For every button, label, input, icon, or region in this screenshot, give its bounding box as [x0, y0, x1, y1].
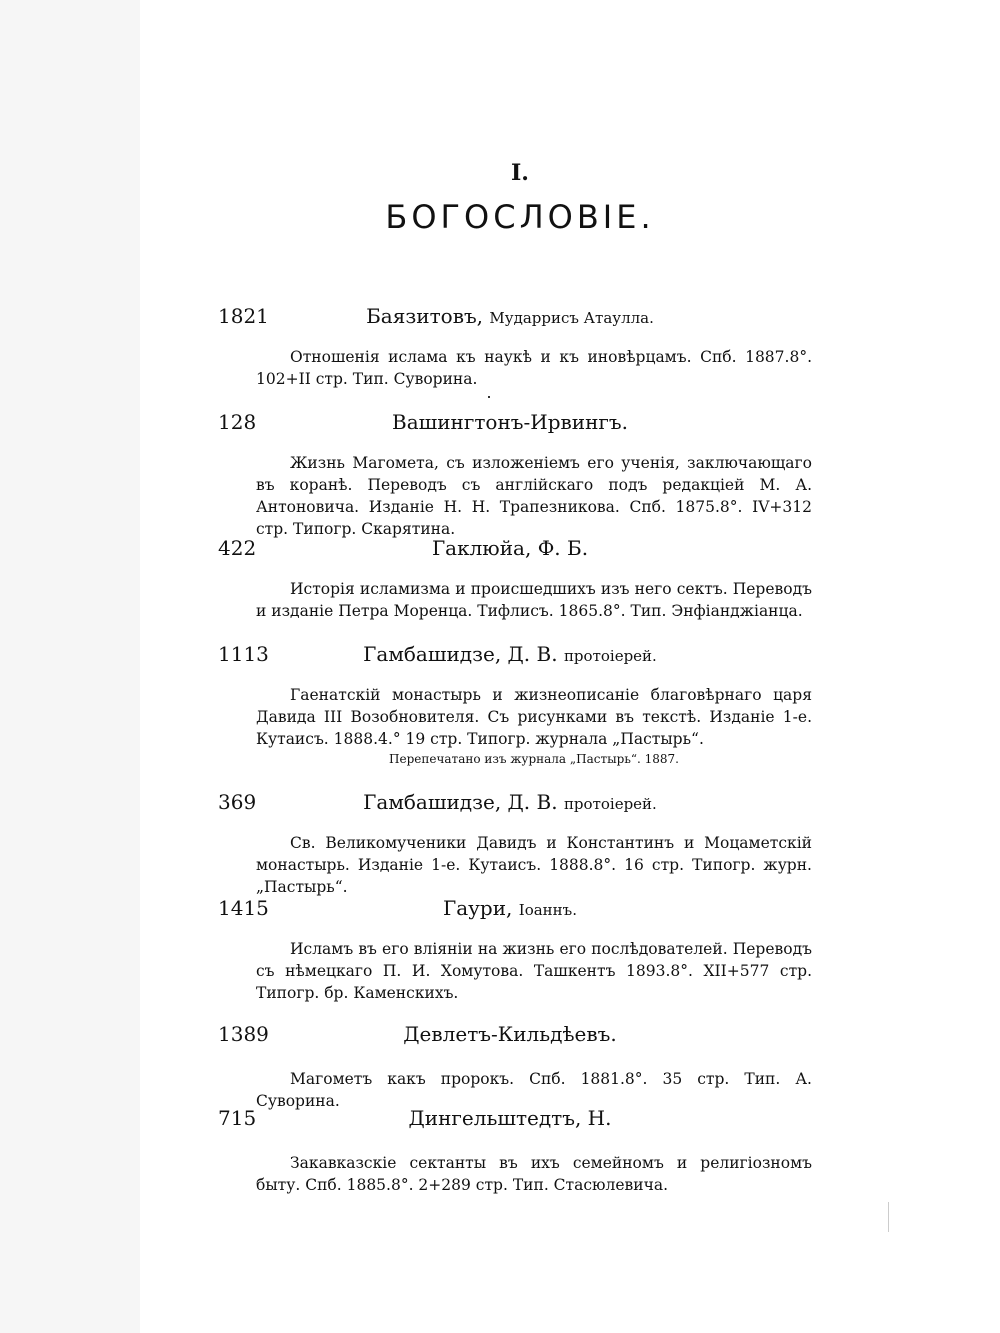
entry-description: Магометъ какъ пророкъ. Спб. 1881.8°. 35 стр. Тип. А. Суворина. [256, 1070, 812, 1110]
entry-author [260, 536, 760, 560]
entry-number: 369 [218, 790, 257, 814]
author-detail: Іоаннъ. [518, 901, 577, 919]
entry-description: Жизнь Магомета, съ изложеніемъ его ученія, заключающаго въ коранѣ. Переводъ съ англійскаго подъ редакціей М. А. Антоновича. Изданіе Н. Н. Трапезникова. Спб. 1875.8°. IV+312 стр. Типогр. Скарятина. [256, 454, 812, 538]
entry-number: 1389 [218, 1022, 269, 1046]
entry-description: Исламъ въ его вліяніи на жизнь его послѣдователей. Переводъ съ нѣмецкаго П. И. Хомутова. Ташкентъ 1893.8°. XII+577 стр. Типогр. бр. Каменскихъ. [256, 940, 812, 1002]
entry-number: 715 [218, 1106, 257, 1130]
section-title: БОГОСЛОВІЕ. [385, 198, 655, 236]
author-name: Баязитовъ, [366, 304, 484, 328]
author-name: Гамбашидзе, Д. В. [363, 790, 558, 814]
author-name: Гамбашидзе, Д. В. [363, 642, 558, 666]
entry-author [260, 1022, 760, 1046]
entry-description: Закавказскіе сектанты въ ихъ семейномъ и религіозномъ быту. Спб. 1885.8°. 2+289 стр. Тип. Стасюлевича. [256, 1154, 812, 1194]
author-name: Вашингтонъ-Ирвингъ. [392, 410, 628, 434]
entry-author [260, 896, 760, 920]
entry-author [260, 410, 760, 434]
entry-number: 422 [218, 536, 257, 560]
scan-margin [0, 0, 140, 1333]
entry-description: Гаенатскій монастырь и жизнеописаніе благовѣрнаго царя Давида III Возобновителя. Съ рисунками въ текстѣ. Изданіе 1-е. Кутаисъ. 1888.4.° 19 стр. Типогр. журнала „Пастырь“. [256, 686, 812, 748]
author-name: Дингельштедтъ, Н. [408, 1106, 612, 1130]
entry-description: Отношенія ислама къ наукѣ и къ иновѣрцамъ. Спб. 1887.8°. 102+II стр. Тип. Суворина. [256, 348, 812, 388]
author-detail: Мударрисъ Атаулла. [489, 309, 654, 327]
author-name: Девлетъ-Кильдѣевъ. [403, 1022, 617, 1046]
entry-author [260, 642, 760, 666]
entry-author [260, 304, 760, 328]
entry-number: 1113 [218, 642, 269, 666]
section-number: I. [511, 160, 529, 186]
entry-number: 1415 [218, 896, 269, 920]
entry-author [260, 1106, 760, 1130]
document-page [140, 0, 1000, 1333]
scan-speck [488, 396, 490, 398]
author-detail: протоіерей. [563, 647, 657, 665]
entry-number: 1821 [218, 304, 269, 328]
entry-description: Исторія исламизма и происшедшихъ изъ него сектъ. Переводъ и изданіе Петра Моренца. Тифлисъ. 1865.8°. Тип. Энфіанджіанца. [256, 580, 812, 620]
entry-description: Св. Великомученики Давидъ и Константинъ и Моцаметскій монастырь. Изданіе 1-е. Кутаисъ. 1888.8°. 16 стр. Типогр. журн. „Пастырь“. [256, 834, 812, 896]
author-name: Гаклюйа, Ф. Б. [431, 536, 589, 560]
author-detail: протоіерей. [563, 795, 657, 813]
entry-note: Перепечатано изъ журнала „Пастырь“. 1887. [389, 752, 679, 766]
scan-speck [888, 1202, 889, 1232]
entry-author [260, 790, 760, 814]
author-name: Гаури, [442, 896, 513, 920]
entry-number: 128 [218, 410, 257, 434]
